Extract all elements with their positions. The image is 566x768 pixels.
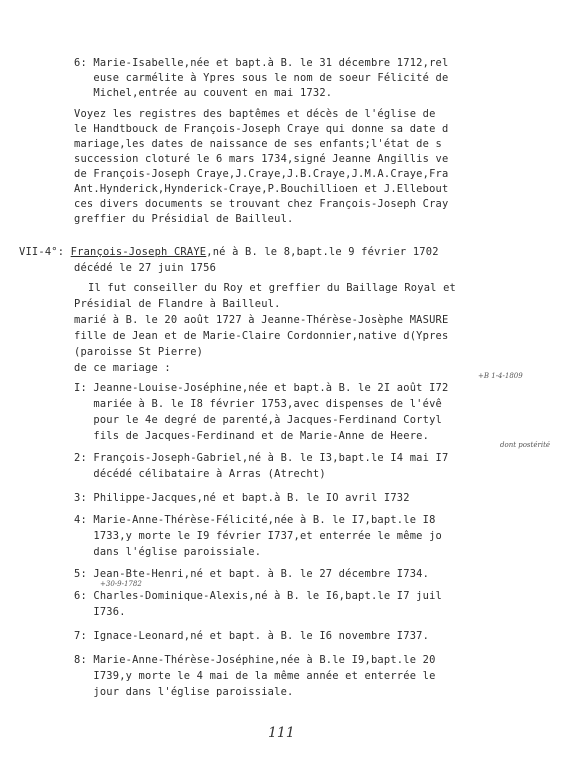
child-entry-line: 6: Charles-Dominique-Alexis,né à B. le I6,bapt.le I7 juil [74,590,442,602]
intro-line: 6: Marie-Isabelle,née et bapt.à B. le 31 décembre 1712,rel [74,57,449,69]
intro-line: euse carmélite à Ypres sous le nom de soeur Félicité de [74,72,449,84]
child-entry-line: 5: Jean-Bte-Henri,né et bapt. à B. le 27 décembre I734. [74,568,430,580]
section-line: Il fut conseiller du Roy et greffier du Baillage Royal et [88,282,456,294]
child-entry-line: fils de Jacques-Ferdinand et de Marie-Anne de Heere. [74,430,430,442]
section-line: marié à B. le 20 août 1727 à Jeanne-Thérèse-Josèphe MASURE [74,314,449,326]
intro-line: Michel,entrée au couvent en mai 1732. [74,87,333,99]
handwritten-annotation: dont postérité [500,441,551,449]
section-line: Présidial de Flandre à Bailleul. [74,298,281,310]
child-entry-line: dans l'église paroissiale. [74,546,262,558]
child-entry-line: I739,y morte le 4 mai de la même année et enterrée le [74,670,436,682]
intro-line: de François-Joseph Craye,J.Craye,J.B.Craye,J.M.A.Craye,Fra [74,168,449,180]
intro-line: le Handtbouck de François-Joseph Craye qui donne sa date d [74,123,449,135]
intro-line: succession cloturé le 6 mars 1734,signé Jeanne Angillis ve [74,153,449,165]
handwritten-annotation: +30-9-1782 [100,580,142,588]
child-entry-line: I736. [74,606,126,618]
child-entry-line: I: Jeanne-Louise-Joséphine,née et bapt.à B. le 2I août I72 [74,382,449,394]
section-line: décédé le 27 juin 1756 [74,262,217,274]
handwritten-annotation: +B 1-4-1809 [478,372,523,380]
section-person-name: François-Joseph CRAYE [70,246,207,258]
section-line: (paroisse St Pierre) [74,346,204,358]
intro-line: Voyez les registres des baptêmes et décès de l'église de [74,108,436,120]
section-heading [19,246,439,259]
section-number: VII-4°: [19,246,65,258]
child-entry-line: 1733,y morte le I9 février I737,et enterrée le même jo [74,530,442,542]
intro-line: Ant.Hynderick,Hynderick-Craye,P.Bouchillioen et J.Ellebout [74,183,449,195]
child-entry-line: 8: Marie-Anne-Thérèse-Joséphine,née à B.le I9,bapt.le 20 [74,654,436,666]
intro-line: ces divers documents se trouvant chez François-Joseph Cray [74,198,449,210]
child-entry-line: 7: Ignace-Leonard,né et bapt. à B. le I6 novembre I737. [74,630,430,642]
section-line: de ce mariage : [74,362,171,374]
page-number: 111 [268,725,295,741]
child-entry-line: jour dans l'église paroissiale. [74,686,294,698]
child-entry-line: décédé célibataire à Arras (Atrecht) [74,468,326,480]
child-entry-line: pour le 4e degré de parenté,à Jacques-Ferdinand Cortyl [74,414,442,426]
child-entry-line: mariée à B. le I8 février 1753,avec dispenses de l'évê [74,398,442,410]
section-first-line: ,né à B. le 8,bapt.le 9 février 1702 [206,246,439,258]
child-entry-line: 3: Philippe-Jacques,né et bapt.à B. le IO avril I732 [74,492,410,504]
section-line: fille de Jean et de Marie-Claire Cordonnier,native d(Ypres [74,330,449,342]
intro-line: greffier du Présidial de Bailleul. [74,213,294,225]
child-entry-line: 2: François-Joseph-Gabriel,né à B. le I3,bapt.le I4 mai I7 [74,452,449,464]
child-entry-line: 4: Marie-Anne-Thérèse-Félicité,née à B. le I7,bapt.le I8 [74,514,436,526]
intro-line: mariage,les dates de naissance de ses enfants;l'état de s [74,138,442,150]
